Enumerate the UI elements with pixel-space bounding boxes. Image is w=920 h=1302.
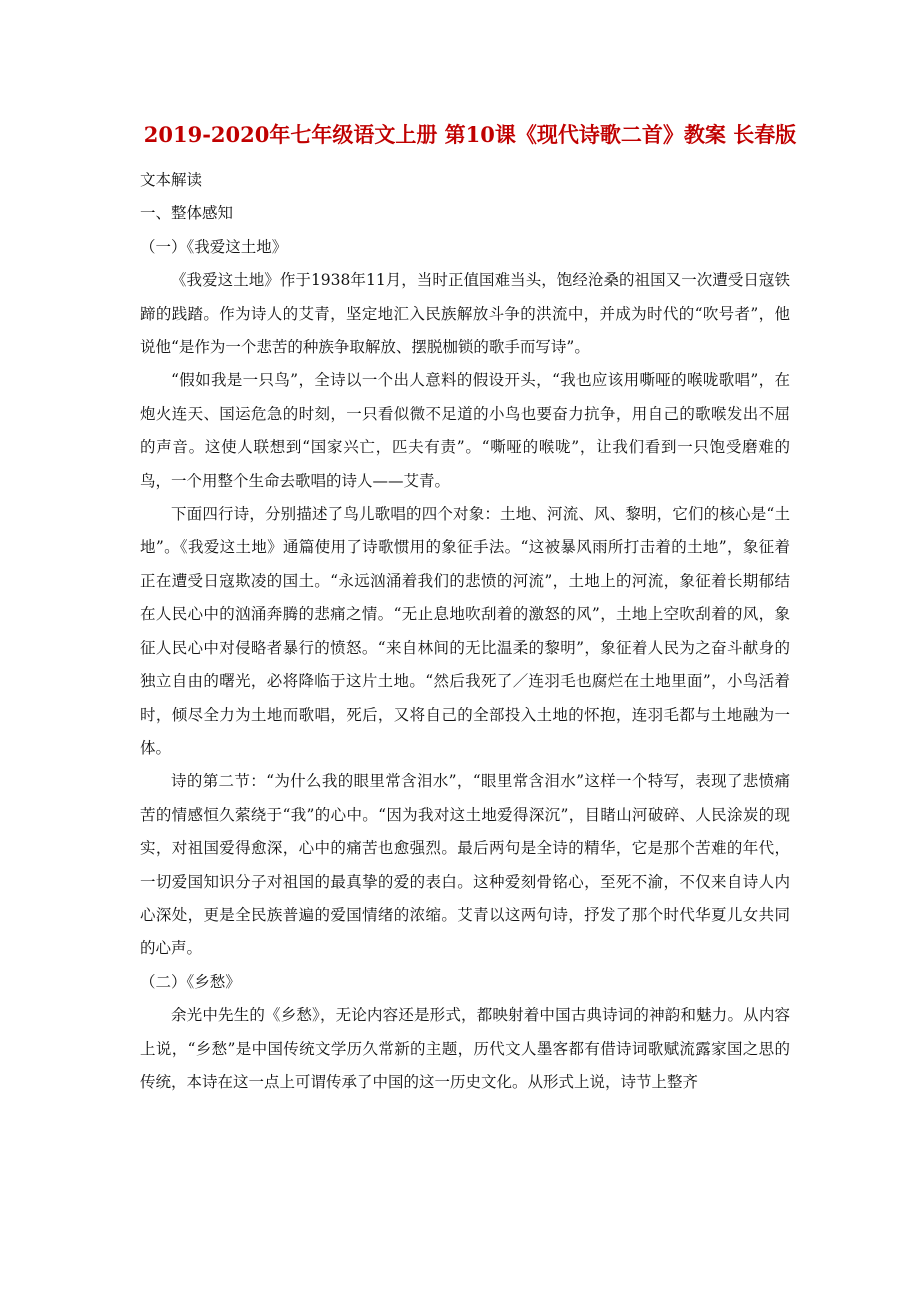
subheading-poem-2: （二）《乡愁》 xyxy=(140,972,241,991)
section-label: 文本解读 xyxy=(140,171,203,189)
paragraph-5: 余光中先生的《乡愁》，无论内容还是形式，都映射着中国古典诗词的神韵和魅力。从内容上说，“乡愁”是中国传统文学历久常新的主题，历代文人墨客都有借诗词歌赋流露家国之思的传统，本诗在这一点上可谓传承了中国的这一历史文化。从形式上说，诗节上整齐 xyxy=(140,1006,790,1091)
paragraph-4: 诗的第二节：“为什么我的眼里常含泪水”，“眼里常含泪水”这样一个特写，表现了悲愤痛苦的情感恒久萦绕于“我”的心中。“因为我对这土地爱得深沉”，目睹山河破碎、人民涂炭的现实，对祖国爱得愈深，心中的痛苦也愈强烈。最后两句是全诗的精华，它是那个苦难的年代，一切爱国知识分子对祖国的最真挚的爱的表白。这种爱刻骨铭心，至死不渝，不仅来自诗人内心深处，更是全民族普遍的爱国情绪的浓缩。艾青以这两句诗，抒发了那个时代华夏儿女共同的心声。 xyxy=(140,772,790,958)
heading-overall-perception: 一、整体感知 xyxy=(140,204,234,223)
paragraph-3: 下面四行诗，分别描述了鸟儿歌唱的四个对象：土地、河流、风、黎明，它们的核心是“土地”。《我爱这土地》通篇使用了诗歌惯用的象征手法。“这被暴风雨所打击着的土地”，象征着正在遭受日寇欺凌的国土。“永远汹涌着我们的悲愤的河流”，土地上的河流，象征着长期郁结在人民心中的汹涌奔腾的悲痛之情。“无止息地吹刮着的激怒的风”，土地上空吹刮着的风，象征人民心中对侵略者暴行的愤怒。“来自林间的无比温柔的黎明”，象征着人民为之奋斗献身的独立自由的曙光，必将降临于这片土地。“然后我死了／连羽毛也腐烂在土地里面”，小鸟活着时，倾尽全力为土地而歌唱，死后，又将自己的全部投入土地的怀抱，连羽毛都与土地融为一体。 xyxy=(140,505,790,757)
paragraph-1: 《我爱这土地》作于1938年11月，当时正值国难当头，饱经沧桑的祖国又一次遭受日寇铁蹄的践踏。作为诗人的艾青，坚定地汇入民族解放斗争的洪流中，并成为时代的“吹号者”，他说他“是作为一个悲苦的种族争取解放、摆脱枷锁的歌手而写诗”。 xyxy=(140,271,790,357)
document-body xyxy=(140,164,790,1099)
subheading-poem-1: （一）《我爱这土地》 xyxy=(140,237,288,256)
document-title: 2019-2020年七年级语文上册 第10课《现代诗歌二首》教案 长春版 xyxy=(143,122,797,147)
paragraph-2: “假如我是一只鸟”，全诗以一个出人意料的假设开头，“我也应该用嘶哑的喉咙歌唱”，在炮火连天、国运危急的时刻，一只看似微不足道的小鸟也要奋力抗争，用自己的歌喉发出不屈的声音。这使人联想到“国家兴亡，匹夫有责”。“嘶哑的喉咙”，让我们看到一只饱受磨难的鸟，一个用整个生命去歌唱的诗人——艾青。 xyxy=(140,371,790,490)
